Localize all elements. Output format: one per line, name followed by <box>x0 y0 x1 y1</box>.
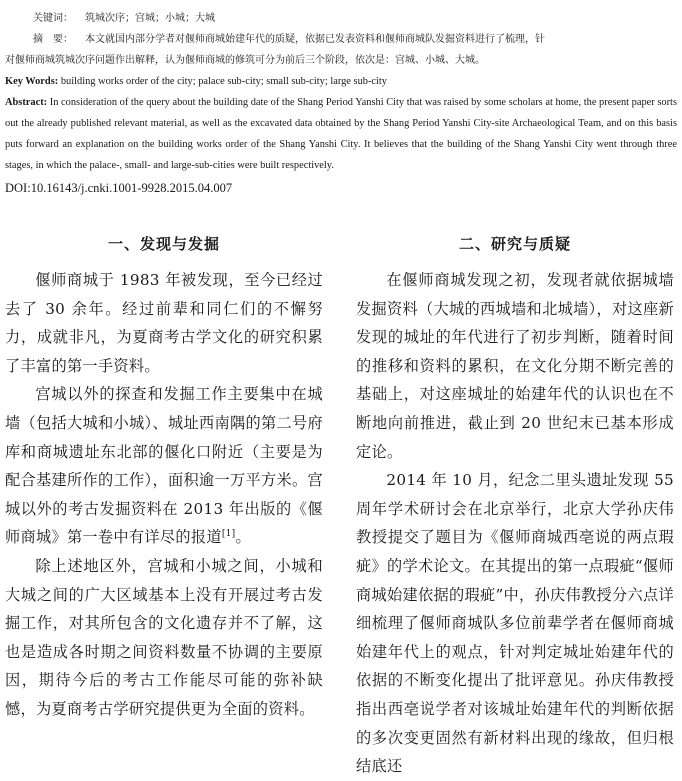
section-1-column <box>5 232 323 724</box>
section-1-paragraph-1: 偃师商城于 1983 年被发现，至今已经过去了 30 余年。经过前辈和同仁们的不懈努力，成就非凡，为夏商考古学文化的研究积累了丰富的第一手资料。 <box>5 271 323 375</box>
section-1-paragraph-2-tail: 。 <box>235 528 251 547</box>
abstract-cn-line-1 <box>5 29 677 50</box>
abstract-en <box>5 92 677 176</box>
abstract-cn-line-2: 对偃师商城筑城次序问题作出解释，认为偃师商城的修筑可分为前后三个阶段，依次是：宫城、小城、大城。 <box>5 55 485 66</box>
section-1-heading: 一、发现与发掘 <box>107 235 220 253</box>
section-2-column <box>356 232 674 781</box>
abstract-cn-text-1: 本文就国内部分学者对偃师商城始建年代的质疑，依据已发表资料和偃师商城队发掘资料进行了梳理，针 <box>85 34 545 45</box>
section-2-paragraph-1: 在偃师商城发现之初，发现者就依据城墙发掘资料（大城的西城墙和北城墙），对这座新发现的城址的年代进行了初步判断，随着时间的推移和资料的累积，在文化分期不断完善的基础上，对这座城址的始建年代的认识也在不断地向前推进，截止到 20 世纪末已基本形成定论。 <box>356 271 674 461</box>
reference-mark[interactable]: [1] <box>221 529 236 540</box>
keywords-cn-text: 筑城次序；宫城；小城；大城 <box>85 13 215 24</box>
keywords-cn-label: 关键词： <box>33 13 73 24</box>
doi: DOI:10.16143/j.cnki.1001-9928.2015.04.007 <box>5 181 233 195</box>
keywords-en <box>5 71 677 92</box>
keywords-en-label: Key Words: <box>5 76 59 87</box>
abstract-cn-label: 摘 要： <box>33 34 73 45</box>
abstract-en-text: In consideration of the query about the building date of the Shang Period Yanshi City that was raised by some scholars at home, the present paper sorts out the already published relevant material, as well as the excavated data obtained by the Shang Period Yanshi City-site Archaeological Team, and on this basis puts forward an explanation on the building works order of the Shang Yanshi City. It believes that the building of the Shang Yanshi City went through three stages, in which the palace-, small- and large-sub-cities were built respectively. <box>5 97 677 171</box>
keywords-en-text: building works order of the city; palace sub-city; small sub-city; large sub-city <box>60 76 387 87</box>
keywords-cn <box>5 8 677 29</box>
section-2-paragraph-2: 2014 年 10 月，纪念二里头遗址发现 55 周年学术研讨会在北京举行，北京大学孙庆伟教授提交了题目为《偃师商城西亳说的两点瑕疵》的学术论文。在其提出的第一点瑕疵“偃师商城始建依据的瑕疵”中，孙庆伟教授分六点详细梳理了偃师商城队多位前辈学者在偃师商城始建年代上的观点，针对判定城址始建年代的依据的不断变化提出了批评意见。孙庆伟教授指出西亳说学者对该城址始建年代的判断依据的多次变更固然有新材料出现的缘故，但归根结底还 <box>356 471 674 776</box>
abstract-block <box>5 8 677 198</box>
section-1-paragraph-2 <box>5 380 323 552</box>
section-1-paragraph-2-text: 宫城以外的探查和发掘工作主要集中在城墙（包括大城和小城）、城址西南隅的第二号府库和商城遗址东北部的偃化口附近（主要是为配合基建所作的工作），面积逾一万平方米。宫城以外的考古发掘资料在 2013 年出版的《偃师商城》第一卷中有详尽的报道 <box>5 385 323 547</box>
section-2-heading: 二、研究与质疑 <box>458 235 571 253</box>
abstract-en-label: Abstract: <box>5 97 48 108</box>
section-1-paragraph-3: 除上述地区外，宫城和小城之间，小城和大城之间的广大区域基本上没有开展过考古发掘工作，对其所包含的文化遗存并不了解，这也是造成各时期之间资料数量不协调的主要原因，期待今后的考古工作能尽可能的弥补缺憾，为夏商考古学研究提供更为全面的资料。 <box>5 556 323 718</box>
